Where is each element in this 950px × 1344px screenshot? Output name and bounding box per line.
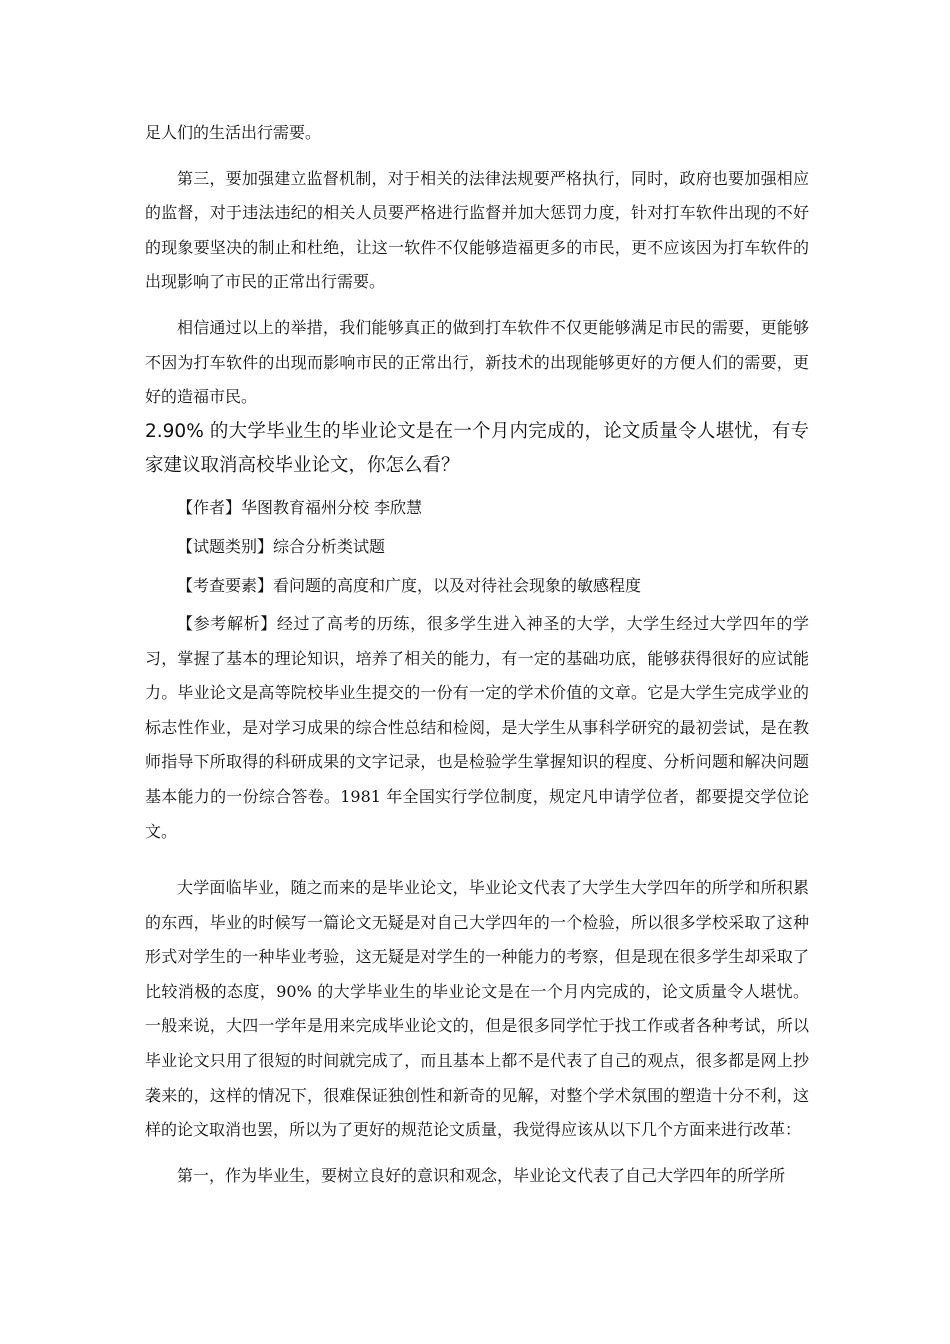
author-line: [145, 488, 809, 527]
category-line: [145, 527, 809, 566]
paragraph-third-measure: 第三，要加强建立监督机制，对于相关的法律法规要严格执行，同时，政府也要加强相应的监督，对于违法违纪的相关人员要严格进行监督并加大惩罚力度，针对打车软件出现的不好的现象要坚决的制止和杜绝，让这一软件不仅能够造福更多的市民，更不应该因为打车软件的出现影响了市民的正常出行需要。: [145, 168, 809, 292]
analysis-value: 经过了高考的历练，很多学生进入神圣的大学，大学生经过大学四年的学习，掌握了基本的理论知识，培养了相关的能力，有一定的基础功底，能够获得很好的应试能力。毕业论文是高等院校毕业生提交的一份有一定的学术价值的文章。它是大学生完成学业的标志性作业，是对学习成果的综合性总结和检阅，是大学生从事科学研究的最初尝试，是在教师指导下所取得的科研成果的文字记录，也是检验学生掌握知识的程度、分析问题和解决问题基本能力的一份综合答卷。1981 年全国实行学位制度，规定凡申请学位者，都要提交学位论文。: [145, 613, 809, 841]
elements-tag: 【考查要素】: [177, 575, 274, 595]
elements-line: [145, 566, 809, 605]
analysis-tag: 【参考解析】: [177, 613, 277, 633]
analysis-paragraph: [145, 607, 809, 849]
paragraph-conclusion: 相信通过以上的举措，我们能够真正的做到打车软件不仅更能够满足市民的需要，更能够不因为打车软件的出现而影响市民的正常出行，新技术的出现能够更好的方便人们的需要，更好的造福市民。: [145, 317, 809, 407]
paragraph-first-measure: 第一，作为毕业生，要树立良好的意识和观念，毕业论文代表了自己大学四年的所学所: [177, 1165, 786, 1185]
paragraph-graduation: 大学面临毕业，随之而来的是毕业论文，毕业论文代表了大学生大学四年的所学和所积累的东西，毕业的时候写一篇论文无疑是对自己大学四年的一个检验，所以很多学校采取了这种形式对学生的一种毕业考验，这无疑是对学生的一种能力的考察，但是现在很多学生却采取了比较消极的态度，90% 的大学毕业生的毕业论文是在一个月内完成的，论文质量令人堪忧。一般来说，大四一学年是用来完成毕业论文的，但是很多同学忙于找工作或者各种考试，所以毕业论文只用了很短的时间就完成了，而且基本上都不是代表了自己的观点，很多都是网上抄袭来的，这样的情况下，很难保证独创性和新奇的见解，对整个学术氛围的塑造十分不利，这样的论文取消也罢，所以为了更好的规范论文质量，我觉得应该从以下几个方面来进行改革：: [145, 878, 809, 1140]
author-tag: 【作者】: [177, 497, 242, 517]
author-value: 华图教育福州分校 李欣慧: [241, 497, 423, 517]
category-value: 综合分析类试题: [273, 536, 386, 556]
document-page: [145, 116, 809, 1193]
paragraph-continuation: 足人们的生活出行需要。: [145, 123, 322, 142]
category-tag: 【试题类别】: [177, 536, 274, 556]
elements-value: 看问题的高度和广度，以及对待社会现象的敏感程度: [273, 575, 642, 595]
question-heading: 2.90% 的大学毕业生的毕业论文是在一个月内完成的，论文质量令人堪忧，有专家建议取消高校毕业论文，你怎么看？: [145, 420, 809, 477]
